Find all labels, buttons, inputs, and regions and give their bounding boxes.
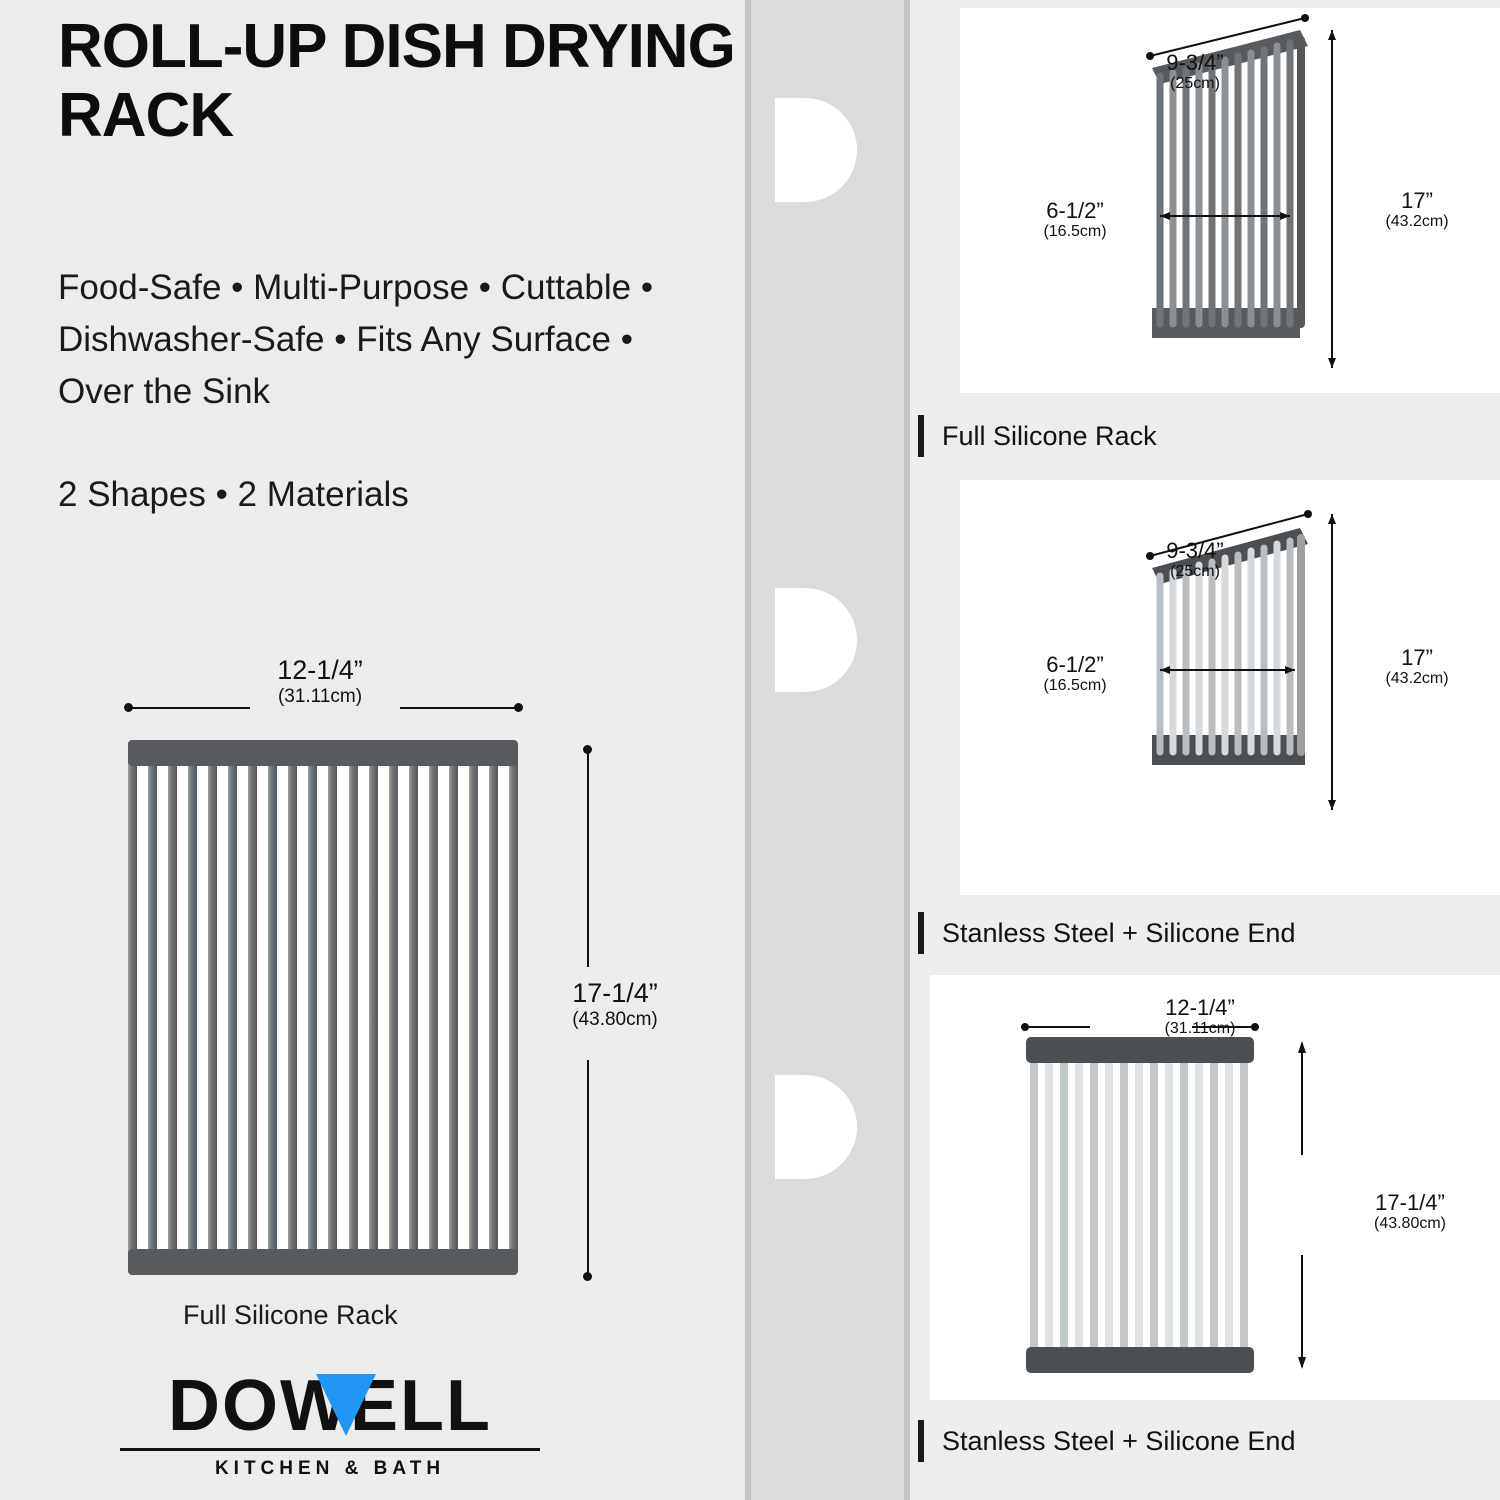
- dim-line-height: [587, 752, 589, 967]
- dim-width-label: [230, 655, 410, 708]
- panel-caption-2-text: Stanless Steel + Silicone End: [942, 917, 1296, 948]
- panel1-dim-side-inch: 17”: [1401, 188, 1433, 213]
- flat-rack-illustration-3: [930, 975, 1500, 1400]
- end-cap-bottom: [128, 1249, 518, 1275]
- dim-width-cm: (31.11cm): [277, 686, 363, 708]
- panel-card-2: [960, 480, 1500, 895]
- rod: [509, 740, 518, 1275]
- variants-line: 2 Shapes • 2 Materials: [58, 475, 409, 514]
- panel2-dim-mid-inch: 6-1/2”: [1046, 652, 1104, 677]
- rod: [489, 740, 498, 1275]
- rod: [228, 740, 237, 1275]
- panel1-dim-mid-inch: 6-1/2”: [1046, 198, 1104, 223]
- panel2-dim-top-cm: (25cm): [1170, 563, 1220, 581]
- rod: [409, 740, 418, 1275]
- dim-line-height-2: [587, 1060, 589, 1275]
- panel1-dim-side: [1342, 188, 1492, 232]
- brand-accent-icon: [316, 1374, 376, 1436]
- panel1-dim-mid-cm: (16.5cm): [1043, 223, 1107, 241]
- product-illustration-main: [128, 740, 518, 1275]
- panel-card-1: [960, 8, 1500, 393]
- main-product-caption: Full Silicone Rack: [183, 1300, 398, 1330]
- spine-edge-left: [745, 0, 751, 1500]
- panel2-dim-mid-cm: (16.5cm): [1043, 677, 1107, 695]
- panel3-dim-top-cm: (31.11cm): [1164, 1020, 1236, 1038]
- caption-accent-bar: [918, 1420, 924, 1462]
- rod: [308, 740, 317, 1275]
- brand-name: DOWELL: [168, 1366, 492, 1446]
- panel3-dim-side-cm: (43.80cm): [1373, 1215, 1447, 1233]
- panel1-dim-mid: [990, 198, 1160, 242]
- rod: [148, 740, 157, 1275]
- panel-caption-3: [918, 1420, 1295, 1462]
- rod: [268, 740, 277, 1275]
- panel3-dim-side: [1330, 1190, 1490, 1234]
- panel3-dim-top: [1100, 995, 1300, 1039]
- rod: [248, 740, 257, 1275]
- dim-width-inch: 12-1/4”: [277, 655, 363, 685]
- panel2-dim-top: [1100, 538, 1290, 582]
- panel1-dim-top-inch: 9-3/4”: [1166, 50, 1224, 75]
- dim-height-cm: (43.80cm): [572, 1009, 658, 1031]
- panel1-dim-top: [1100, 50, 1290, 94]
- panel3-dim-top-inch: 12-1/4”: [1165, 995, 1235, 1020]
- panel-caption-2: [918, 912, 1295, 954]
- logo-divider: [120, 1448, 540, 1451]
- panel2-dim-side-cm: (43.2cm): [1385, 670, 1449, 688]
- page-title: ROLL-UP DISH DRYING RACK: [58, 12, 735, 151]
- panel2-dim-mid: [990, 652, 1160, 696]
- panel3-dim-side-inch: 17-1/4”: [1375, 1190, 1445, 1215]
- rod: [288, 740, 297, 1275]
- panel1-dim-side-cm: (43.2cm): [1385, 213, 1449, 231]
- feature-list: Food-Safe • Multi-Purpose • Cuttable • Dishwasher-Safe • Fits Any Surface • Over the Sink: [58, 268, 654, 411]
- panel2-dim-top-inch: 9-3/4”: [1166, 538, 1224, 563]
- rod: [449, 740, 458, 1275]
- brand-logo: [120, 1366, 540, 1480]
- rod: [469, 740, 478, 1275]
- rod: [349, 740, 358, 1275]
- panel-caption-3-text: Stanless Steel + Silicone End: [942, 1425, 1296, 1456]
- rod: [328, 740, 337, 1275]
- panel1-dim-top-cm: (25cm): [1170, 75, 1220, 93]
- rod: [128, 740, 137, 1275]
- dim-height-label: [525, 978, 705, 1031]
- end-cap-top: [128, 740, 518, 766]
- rod: [429, 740, 438, 1275]
- panel-caption-1-text: Full Silicone Rack: [942, 420, 1157, 451]
- binder-spine: [745, 0, 910, 1500]
- dim-line-width-2: [400, 707, 518, 709]
- rod-group: [128, 740, 518, 1275]
- caption-accent-bar: [918, 912, 924, 954]
- panel2-dim-side-inch: 17”: [1401, 645, 1433, 670]
- panel-caption-1: [918, 415, 1157, 457]
- caption-accent-bar: [918, 415, 924, 457]
- panel2-dim-side: [1342, 645, 1492, 689]
- rod: [188, 740, 197, 1275]
- rod: [389, 740, 398, 1275]
- rod: [369, 740, 378, 1275]
- right-panel: [910, 0, 1500, 1500]
- rod: [168, 740, 177, 1275]
- panel-card-3: [930, 975, 1500, 1400]
- left-panel: [0, 0, 745, 1500]
- brand-tagline: KITCHEN & BATH: [214, 1458, 446, 1479]
- dim-height-inch: 17-1/4”: [572, 978, 658, 1008]
- rod: [208, 740, 217, 1275]
